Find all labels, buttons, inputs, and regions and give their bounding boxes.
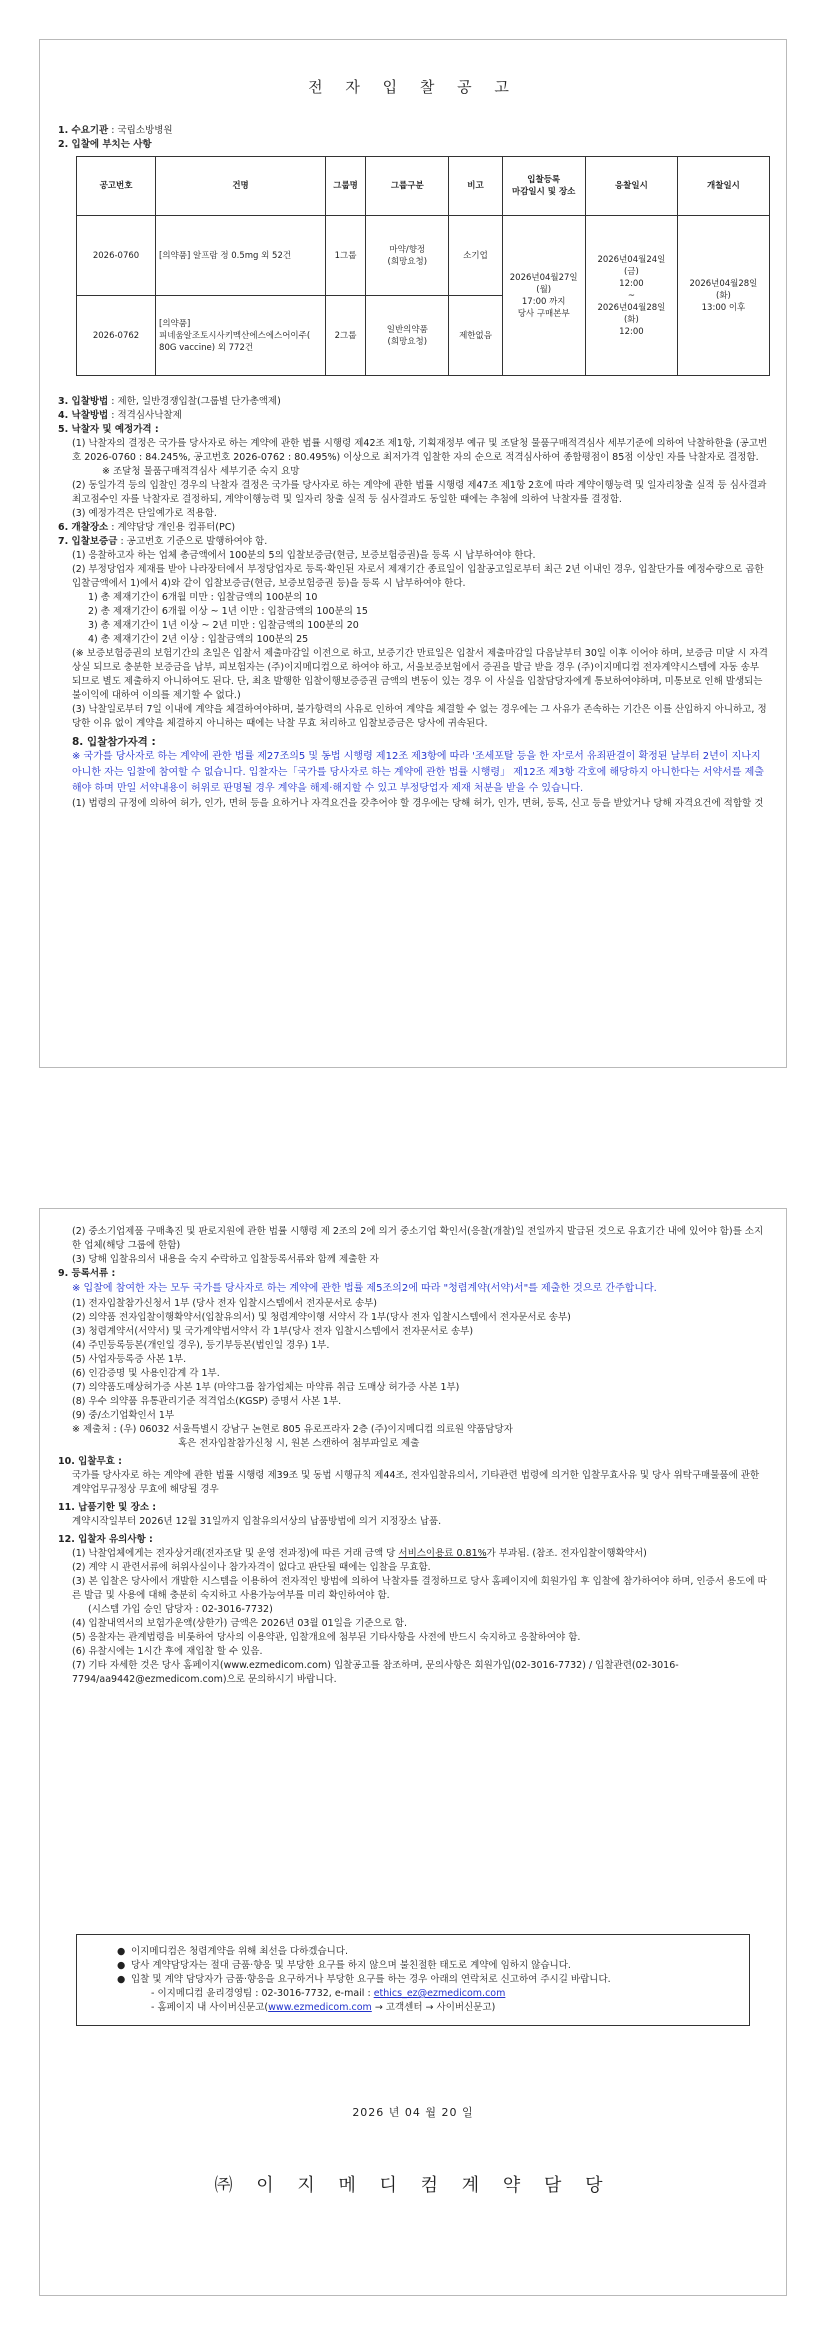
ethics-bullet-2 [117,1959,735,1973]
table-header-row [77,157,770,216]
ethics-contact-text: - 이지메디컴 윤리경영팀 : 02-3016-7732, e-mail : [151,1988,374,1999]
th-group: 그룹명 [326,157,366,216]
cell-item-name: [의약품] 알프람 정 0.5mg 외 52건 [156,216,326,296]
ethics-cyber-text-a: - 홈페이지 내 사이버신문고( [151,2002,269,2013]
s5-item-2: (2) 동일가격 등의 입찰인 경우의 낙찰자 결정은 국가를 당사자로 하는 계약에 관한 법률 시행령 제47조 제1항 2호에 따라 계약이행능력 및 일자리창출 실적 등 심사결과 최고점수인 자를 낙찰자로 결정하되, 계약이행능력 및 일자리 창출 실적 등 심사결과도 동일한 때에는 추첨에 의하여 낙찰자를 결정함. [72,480,767,505]
cell-bid-period: 2026년04월24일 (금) 12:00 ~ 2026년04월28일 (화) 12:00 [585,216,677,376]
s7-sub-1: 1) 총 제재기간이 6개월 미만 : 입찰금액의 100분의 10 [88,592,318,603]
s12-1-text-a: (1) 낙찰업체에게는 전자상거래(전자조달 및 운영 전과정)에 따른 거래 금액 당 [72,1548,399,1559]
s6-value: : 계약담당 개인용 컴퓨터(PC) [111,522,236,533]
s7-sub-3: 3) 총 제재기간이 1년 이상 ~ 2년 미만 : 입찰금액의 100분의 20 [88,620,359,631]
s10-text: 국가를 당사자로 하는 계약에 관한 법률 시행령 제39조 및 동법 시행규칙 제44조, 전자입찰유의서, 기타관련 법령에 의거한 입찰무효사유 및 당사 위탁구매물품에 관한 계약업무규정상 무효에 해당될 경우 [72,1470,760,1495]
th-note: 비고 [449,157,502,216]
s12-item: (4) 입찰내역서의 보험가운액(상한가) 금액은 2026년 03월 01일을 기준으로 함. [72,1618,408,1629]
s11-text: 계약시작일부터 2026년 12월 31일까지 입찰유의서상의 납품방법에 의거 지정장소 납품. [72,1516,442,1527]
s7-item-2: (2) 부정당업자 제재를 받아 나라장터에서 부정당업자로 등록·확인된 자로서 제재기간 종료일이 입찰공고일로부터 최근 2년 이내인 경우, 입찰단가를 예정수량으로 곱한 입찰금액에서 1)에서 4)와 같이 입찰보증금(현금, 보증보험증권 등)을 등록 시 납부하여야 한다. [72,564,764,589]
document-page-2 [39,1208,787,2296]
s3-label: 3. 입찰방법 [58,396,109,407]
s7-sub-4: 4) 총 제재기간이 2년 이상 : 입찰금액의 100분의 25 [88,634,309,645]
s12-item: (3) 본 입찰은 당사에서 개발한 시스템을 이용하여 전자적인 방법에 의하여 낙찰자를 결정하므로 당사 홈페이지에 회원가입 후 입찰에 참가하여야 하며, 인증서 용도에 따른 발급 및 사용에 대해 충분히 숙지하고 사용가능여부를 미리 확인하여야 함. [72,1576,767,1601]
th-deadline: 입찰등록 마감일시 및 장소 [502,157,585,216]
section-body-1 [58,395,768,811]
s7-sub-2: 2) 총 제재기간이 6개월 이상 ~ 1년 이만 : 입찰금액의 100분의 15 [88,606,368,617]
s9-item: (3) 청렴계약서(서약서) 및 국가계약법서약서 각 1부(당사 전자 입찰시스템에서 전자문서로 송부) [72,1326,474,1337]
cell-opening: 2026년04월28일 (화) 13:00 이후 [677,216,769,376]
s2-label: 2. 입찰에 부치는 사항 [58,139,152,150]
th-opening: 개찰일시 [677,157,769,216]
s7-value: : 공고번호 기준으로 발행하여야 함. [120,536,268,547]
ethics-contact-1 [117,1987,735,2001]
s9-item: (5) 사업자등록증 사본 1부. [72,1354,187,1365]
s8-item-3: (3) 당해 입찰유의서 내용을 숙지 수락하고 입찰등록서류와 함께 제출한 자 [72,1254,379,1265]
s8-item-2: (2) 중소기업제품 구매촉진 및 판로지원에 관한 법률 시행령 제 2조의 2에 의거 중소기업 확인서(응찰(개찰)일 전일까지 발급된 것으로 유효기간 내에 있어야 함)를 소지한 업체(해당 그룹에 한함) [72,1226,764,1251]
s7-item-1: (1) 응찰하고자 하는 업체 총금액에서 100분의 5의 입찰보증금(현금, 보증보험증권)을 등록 시 납부하여야 한다. [72,550,536,561]
s6-label: 6. 개찰장소 [58,522,109,533]
s1-value: : 국립소방병원 [111,125,173,136]
s9-item: (7) 의약품도매상허가증 사본 1부 (마약그룹 참가업체는 마약류 취급 도매상 허가증 사본 1부) [72,1382,460,1393]
s9-submit: ※ 제출처 : (우) 06032 서울특별시 강남구 논현로 805 유로프라자 2층 (주)이지메디컴 의료원 약품담당자 [72,1424,513,1435]
cell-group: 1그룹 [326,216,366,296]
signer-line: ㈜ 이 지 메 디 컴 계 약 담 당 [214,2175,612,2196]
ethics-cyber-text-b: → 고객센터 → 사이버신문고) [371,2002,496,2013]
s9-item: (9) 중/소기업확인서 1부 [72,1410,175,1421]
s5-note: ※ 조달청 물품구매적격심사 세부기준 숙지 요망 [102,466,300,477]
s10-label: 10. 입찰무효 : [58,1456,122,1467]
ethics-email-link[interactable]: ethics_ez@ezmedicom.com [373,1988,506,1999]
s3-line [58,395,768,409]
s12-item: (6) 유찰시에는 1시간 후에 재입찰 할 수 있음. [72,1646,263,1657]
ethics-bullet-3 [117,1973,735,1987]
s12-1-text-b: 가 부과됨. (참조. 전자입찰이행확약서) [486,1548,647,1559]
ethics-text-3: 입찰 및 계약 담당자가 금품·향응을 요구하거나 부당한 요구를 하는 경우 아래의 연락처로 신고하여 주시길 바랍니다. [131,1974,611,1985]
s5-item-3: (3) 예정가격은 단일예가로 적용함. [72,508,217,519]
cell-notice-no: 2026-0760 [77,216,156,296]
cell-deadline: 2026년04월27일 (월) 17:00 까지 당사 구매본부 [502,216,585,376]
s6-line [58,521,768,535]
s8-label: 8. 입찰참가자격 : [72,736,156,748]
notice-date: 2026 년 04 월 20 일 [352,2106,474,2119]
th-notice-no: 공고번호 [77,157,156,216]
s9-item: (6) 인감증명 및 사용인감계 각 1부. [72,1368,220,1379]
s12-label: 12. 입찰자 유의사항 : [58,1534,153,1545]
s12-item: (7) 기타 자세한 것은 당사 홈페이지(www.ezmedicom.com) 입찰공고를 참조하며, 문의사항은 회원가입(02-3016-7732) / 입찰관련(02-3016-7794/aa9442@ezmedicom.com)으로 문의하시기 바랍니다. [72,1660,679,1685]
bullet-icon: ● [117,1960,126,1971]
th-bid-period: 응찰일시 [585,157,677,216]
s3-value: : 제한, 일반경쟁입찰(그룹별 단가총액제) [111,396,281,407]
cell-item-name: [의약품] 피네움알조토시사키멕산에스에스어이주( 80G vaccine) 외 772건 [156,296,326,376]
ethics-text-1: 이지메디컴은 청렴계약을 위해 최선을 다하겠습니다. [131,1946,348,1957]
bid-table-wrap [76,156,770,376]
cell-note: 제한없음 [449,296,502,376]
s7-label: 7. 입찰보증금 [58,536,118,547]
ethics-box-inner [76,1934,750,2026]
s9-item: (2) 의약품 전자입찰이행확약서(입찰유의서) 및 청렴계약이행 서약서 각 1부(당사 전자 입찰시스템에서 전자문서로 송부) [72,1312,571,1323]
s12-item: (5) 응찰자는 관계법령을 비롯하여 당사의 이용약관, 입찰개요에 첨부된 기타사항을 사전에 반드시 숙지하고 응찰하여야 함. [72,1632,581,1643]
cell-group: 2그룹 [326,296,366,376]
th-item-name: 건명 [156,157,326,216]
bullet-icon: ● [117,1974,126,1985]
cell-group-kind: 마약/향정 (희망요청) [366,216,449,296]
s12-system-contact: (시스템 가입 승인 담당자 : 02-3016-7732) [88,1604,273,1615]
s8-warning: ※ 국가를 당사자로 하는 계약에 관한 법률 제27조의5 및 동법 시행령 제12조 제3항에 따라 '조세포탈 등을 한 자'로서 유죄판결이 확정된 날부터 2년이 지나지 아니한 자는 입찰에 참여할 수 없습니다. 입찰자는「국가를 당사자로 하는 계약에 관한 법률 시행령」 제12조 제3항 각호에 해당하지 아니한다는 서약서를 제출해야 하며 만일 서약내용이 허위로 판명될 경우 계약을 해제·해지할 수 있고 부정당업자 제재 처분을 받을 수 있습니다. [72,751,764,794]
s9-warning: ※ 입찰에 참여한 자는 모두 국가를 당사자로 하는 계약에 관한 법률 제5조의2에 따라 "청렴계약(서약)서"를 제출한 것으로 간주합니다. [72,1283,657,1294]
ethics-contact-2 [117,2001,735,2015]
table-row [77,216,770,296]
ethics-text-2: 당사 계약담당자는 절대 금품·향응 및 부당한 요구를 하지 않으며 불친절한 태도로 계약에 임하지 않습니다. [131,1960,571,1971]
s8-item-1: (1) 법령의 규정에 의하여 허가, 인가, 면허 등을 요하거나 자격요건을 갖추어야 할 경우에는 당해 허가, 인가, 면허, 등록, 신고 등을 받았거나 당해 자격요건에 적합할 것 [72,798,764,809]
s9-item: (1) 전자입찰참가신청서 1부 (당사 전자 입찰시스템에서 전자문서로 송부) [72,1298,378,1309]
document-page-1 [39,39,787,1068]
s9-item: (8) 우수 의약품 유통관리기준 적격업소(KGSP) 증명서 사본 1부. [72,1396,342,1407]
s4-line [58,409,768,423]
ethics-notice-box [76,1934,750,2026]
s4-value: : 적격심사낙찰제 [111,410,182,421]
cell-group-kind: 일반의약품 (희망요청) [366,296,449,376]
section-body-2 [58,1225,768,1687]
ethics-bullet-1 [117,1945,735,1959]
s4-label: 4. 낙찰방법 [58,410,109,421]
service-fee-rate: 서비스이용료 0.81% [398,1548,487,1559]
cell-notice-no: 2026-0762 [77,296,156,376]
s9-submit-2: 혹은 전자입찰참가신청 시, 원본 스캔하여 첨부파일로 제출 [178,1438,420,1449]
s1-label: 1. 수요기관 [58,125,109,136]
bid-items-table [76,156,770,376]
s9-label: 9. 등록서류 : [58,1268,116,1279]
s7-note: (※ 보증보험증권의 보험기간의 초일은 입찰서 제출마감일 이전으로 하고, 보증기간 만료일은 입찰서 제출마감일 다음날부터 30일 이후 이어야 하며, 보증금 미달 시 자격상실 되므로 충분한 보증금을 납부, 피보험자는 (주)이지메디컴으로 하여야 하고, 서울보증보험에서 증권을 발급 받을 경우 (주)이지메디컴 전자계약시스템에 자동 송부 되므로 별도 제출하지 아니하여도 된다. 단, 최초 발행한 입찰이행보증증권 금액의 변동이 있는 경우 이 사실을 입찰담당자에게 통보하여야하며, 미통보로 인해 발생되는 불이익에 대하여 이의를 제기할 수 없다.) [72,648,768,701]
th-group-kind: 그룹구분 [366,157,449,216]
s7-item-3: (3) 낙찰일로부터 7일 이내에 계약을 체결하여야하며, 불가항력의 사유로 인하여 계약을 체결할 수 없는 경우에는 그 사유가 존속하는 기간은 이를 산입하지 아니하고, 정당한 이유 없이 계약을 체결하지 아니하는 때에는 낙찰 무효 처리하고 입찰보증금은 당사에 귀속된다. [72,704,767,729]
homepage-link[interactable]: www.ezmedicom.com [268,2002,372,2013]
s11-label: 11. 납품기한 및 장소 : [58,1502,157,1513]
s12-item-1 [58,1547,768,1561]
s5-label: 5. 낙찰자 및 예정가격 : [58,424,159,435]
s9-item: (4) 주민등록등본(개인일 경우), 등기부등본(법인일 경우) 1부. [72,1340,330,1351]
s5-item-1: (1) 낙찰자의 결정은 국가를 당사자로 하는 계약에 관한 법률 시행령 제42조 제1항, 기획재정부 예규 및 조달청 물품구매적격심사 세부기준에 의하여 낙찰하한율 (공고번호 2026-0760 : 84.245%, 공고번호 2026-0762 : 80.495%) 이상으로 최저가격 입찰한 자의 순으로 적격심사하여 종합평점이 85점 이상인 자를 낙찰자로 결정함. [72,438,768,463]
bullet-icon: ● [117,1946,126,1957]
s12-item: (2) 계약 시 관련서류에 허위사실이나 참가자격이 없다고 판단될 때에는 입찰을 무효함. [72,1562,431,1573]
s7-line [58,535,768,549]
cell-note: 소기업 [449,216,502,296]
section-demand-agency [58,124,768,138]
notice-title: 전 자 입 찰 공 고 [308,78,518,96]
